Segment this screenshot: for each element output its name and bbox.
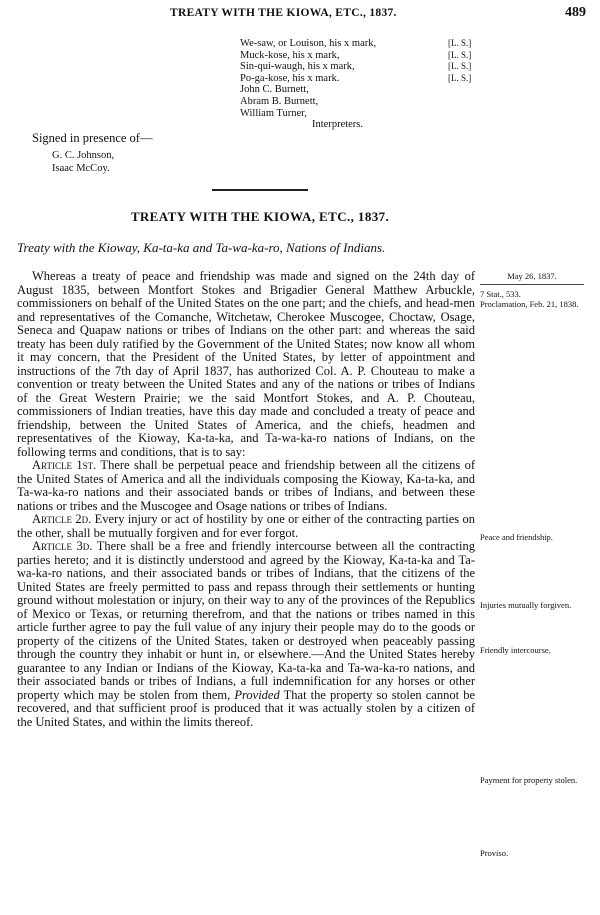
margin-citation <box>480 290 580 309</box>
running-title: TREATY WITH THE KIOWA, ETC., 1837. <box>170 7 397 19</box>
seal-mark: [L. S.] <box>448 61 472 72</box>
witness-name: Isaac McCoy. <box>52 162 110 174</box>
treaty-body <box>17 270 475 729</box>
page-number: 489 <box>565 5 586 20</box>
article-3-tail: That the property so stolen cannot be recovered, and that sufficient proof is produced that it was actually stolen by a citizen of the United States, and within the limits thereof. <box>17 687 475 729</box>
article-1-paragraph <box>17 459 475 513</box>
proviso-word: Provided <box>234 687 280 702</box>
section-divider <box>212 189 308 191</box>
signature-list <box>240 38 472 131</box>
treaty-heading: TREATY WITH THE KIOWA, ETC., 1837. <box>130 209 390 224</box>
article-3-label: Article 3d. <box>32 539 93 553</box>
signatory-name: Abram B. Burnett, <box>240 95 319 107</box>
signatory-name: William Turner, <box>240 107 307 119</box>
signature-line <box>240 61 472 73</box>
signature-line <box>240 38 472 50</box>
signature-line <box>240 108 376 120</box>
margin-stat: 7 Stat., 533. <box>480 289 521 299</box>
margin-proclamation: Proclamation, Feb. 21, 1838. <box>480 298 579 309</box>
article-2-paragraph <box>17 513 475 540</box>
article-1-text: There shall be perpetual peace and friendship between all the citizens of the United States of America and all the individuals composing the Kioway, Ka-ta-ka, and Ta-wa-ka-ro nations and their associated bands or tribes of Indians, and between these nations or tribes and the Muscogee and Osage nations or tribes of Indians. <box>17 458 475 513</box>
signatory-name: We-saw, or Louison, his x mark, <box>240 38 377 49</box>
margin-note-payment: Payment for property stolen. <box>480 775 578 785</box>
seal-mark: [L. S.] <box>448 72 472 83</box>
margin-note-injuries: Injuries mutually forgiven. <box>480 600 572 610</box>
margin-date: May 26, 1837. <box>480 272 584 285</box>
presence-label: Signed in presence of— <box>32 131 153 145</box>
witness-list <box>52 150 114 175</box>
signature-line <box>240 49 472 62</box>
witness-name: G. C. Johnson, <box>52 150 115 161</box>
interpreters-label: Interpreters. <box>312 119 364 131</box>
article-2-text: Every injury or act of hostility by one or either of the contracting parties on the other, shall be mutually forgiven and for ever forgot. <box>17 512 475 540</box>
signatory-name: John C. Burnett, <box>240 84 309 96</box>
article-1-label: Article 1st. <box>32 458 97 472</box>
article-3-text: There shall be a free and friendly intercourse between all the contracting parties hereto; and it is distinctly understood and agreed by the Kioway, Ka-ta-ka and Ta-wa-ka-ro nations, and their associated bands or tribes of Indians, that the citizens of the United States are freely permitted to pass and repass through their settlements or hunting ground without molestation or injury, on their way to any of the provinces of the Republics of Mexico or Texas, or returning therefrom, and that the nations or tribes named in this article further agree to pay the full value of any injury their people may do to the goods or property of the citizens of the United States, taken or destroyed when peaceably passing through the country they inhabit or hunt in, or elsewhere.—And the United States hereby guarantee to any Indian or Indians of the Kioway, Ka-ta-ka and Ta-wa-ka-ro nations, and their associated bands or tribes of Indians, a full indemnification for any horses or other property which may be stolen from them, <box>17 539 476 702</box>
margin-note-peace: Peace and friendship. <box>480 532 553 542</box>
signature-line <box>240 72 472 85</box>
seal-mark: [L. S.] <box>448 49 472 60</box>
signature-line <box>240 96 376 108</box>
treaty-subtitle: Treaty with the Kioway, Ka-ta-ka and Ta-wa-ka-ro, Nations of Indians. <box>17 240 386 255</box>
signature-line <box>240 84 376 96</box>
article-2-label: Article 2d. <box>32 512 92 526</box>
seal-mark: [L. S.] <box>448 38 472 48</box>
signatory-name: Po-ga-kose, his x mark. <box>240 72 340 84</box>
article-3-paragraph <box>17 540 475 729</box>
margin-note-friendly: Friendly intercourse. <box>480 645 551 655</box>
preamble-paragraph: Whereas a treaty of peace and friendship was made and signed on the 24th day of August 1835, between Montfort Stokes and Brigadier General Matthew Arbuckle, commissioners on behalf of the United States on the one part; and the chiefs, and head-men and representatives of the Comanche, Witchetaw, Cherokee Muscogee, Choctaw, Osage, Seneca and Quapaw nations or tribes of Indians on the other part: and whereas the said treaty has been duly ratified by the Government of the United States; now know all whom it may concern, that the President of the United States, by letter of appointment and instructions of the 7th day of April 1837, has authorized Col. A. P. Chouteau to make a convention or treaty between the United States and any of the nations or tribes of Indians of the Great Western Prairie; we the said Montfort Stokes, and A. P. Chouteau, commissioners of Indian treaties, have this day made and concluded a treaty of peace and friendship, between the United States of America, and the chiefs, headmen and representatives of the Kioway, Ka-ta-ka, and Ta-wa-ka-ro nations of Indians, on the following terms and conditions, that is to say: <box>17 269 475 459</box>
margin-note-proviso: Proviso. <box>480 848 509 858</box>
running-head <box>0 7 600 25</box>
signatory-name: Sin-qui-waugh, his x mark, <box>240 61 355 73</box>
signatory-name: Muck-kose, his x mark, <box>240 49 340 61</box>
